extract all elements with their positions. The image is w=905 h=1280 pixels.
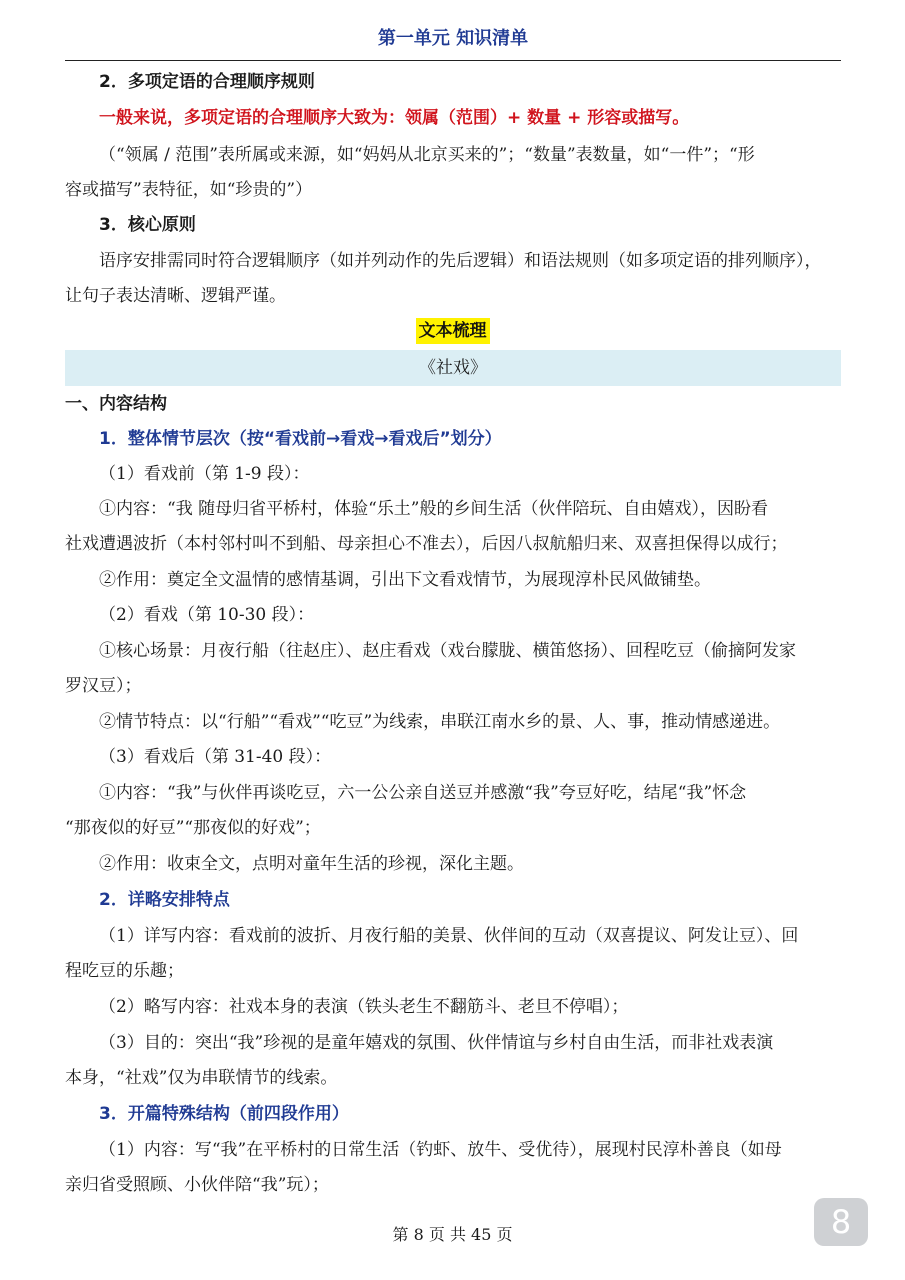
detail-1-line-1: （1）详写内容：看戏前的波折、月夜行船的美景、伙伴间的互动（双喜提议、阿发让豆）、回 <box>99 926 799 946</box>
p2-content-1: ①核心场景：月夜行船（往赵庄）、赵庄看戏（戏台朦胧、横笛悠扬）、回程吃豆（偷摘阿发家 <box>99 641 796 661</box>
red-rule-text: 一般来说，多项定语的合理顺序大致为：领属（范围）+ 数量 + 形容或描写。 <box>99 108 690 128</box>
page-header <box>65 22 841 61</box>
core-line-2: 让句子表达清晰、逻辑严谨。 <box>65 286 286 306</box>
section-highlight: 文本梳理 <box>416 318 490 344</box>
p3-content-1: ①内容：“我”与伙伴再谈吃豆，六一公公亲自送豆并感激“我”夸豆好吃，结尾“我”怀念 <box>99 783 747 803</box>
heading-opening: 3．开篇特殊结构（前四段作用） <box>99 1104 349 1124</box>
heading-content-structure: 一、内容结构 <box>65 394 167 414</box>
title-band <box>65 350 841 386</box>
opening-1-line-2: 亲归省受照顾、小伙伴陪“我”玩）； <box>65 1175 329 1195</box>
detail-1-line-2: 程吃豆的乐趣； <box>65 961 184 981</box>
note-line-1: （“领属 / 范围”表所属或来源，如“妈妈从北京买来的”；“数量”表数量，如“一件”；“形 <box>99 145 755 165</box>
detail-3-line-2: 本身，“社戏”仅为串联情节的线索。 <box>65 1068 338 1088</box>
note-line-2: 容或描写”表特征，如“珍贵的”） <box>65 180 313 200</box>
header-title: 第一单元 知识清单 <box>377 28 529 49</box>
heading-rule-3: 3．核心原则 <box>99 215 196 235</box>
page-number-badge: 8 <box>814 1198 868 1246</box>
detail-2: （2）略写内容：社戏本身的表演（铁头老生不翻筋斗、老旦不停唱）； <box>99 997 629 1017</box>
p2-title: （2）看戏（第 10-30 段）： <box>99 605 315 625</box>
p1-content-1: ①内容：“我 随母归省平桥村，体验“乐土”般的乡间生活（伙伴陪玩、自由嬉戏），因盼看 <box>99 499 768 519</box>
page-footer: 第 8 页 共 45 页 <box>392 1225 513 1244</box>
p2-feature: ②情节特点：以“行船”“看戏”“吃豆”为线索，串联江南水乡的景、人、事，推动情感递进。 <box>99 712 781 732</box>
heading-detail: 2．详略安排特点 <box>99 890 230 910</box>
core-line-1: 语序安排需同时符合逻辑顺序（如并列动作的先后逻辑）和语法规则（如多项定语的排列顺序）， <box>99 251 822 271</box>
opening-1-line-1: （1）内容：写“我”在平桥村的日常生活（钓虾、放牛、受优待），展现村民淳朴善良（如母 <box>99 1140 782 1160</box>
p3-title: （3）看戏后（第 31-40 段）： <box>99 747 332 767</box>
p1-content-2: 社戏遭遇波折（本村邻村叫不到船、母亲担心不准去），后因八叔航船归来、双喜担保得以成行； <box>65 534 788 554</box>
heading-plot-levels: 1．整体情节层次（按“看戏前→看戏→看戏后”划分） <box>99 429 502 449</box>
heading-rule-2: 2．多项定语的合理顺序规则 <box>99 72 315 92</box>
section-highlight-row <box>0 318 905 344</box>
p1-function: ②作用：奠定全文温情的感情基调，引出下文看戏情节，为展现淳朴民风做铺垫。 <box>99 570 711 590</box>
p1-title: （1）看戏前（第 1-9 段）： <box>99 464 310 484</box>
p3-content-2: “那夜似的好豆”“那夜似的好戏”； <box>65 818 321 838</box>
detail-3-line-1: （3）目的：突出“我”珍视的是童年嬉戏的氛围、伙伴情谊与乡村自由生活，而非社戏表演 <box>99 1033 774 1053</box>
p3-function: ②作用：收束全文，点明对童年生活的珍视，深化主题。 <box>99 854 524 874</box>
band-title: 《社戏》 <box>419 358 487 378</box>
p2-content-2: 罗汉豆）； <box>65 676 142 696</box>
